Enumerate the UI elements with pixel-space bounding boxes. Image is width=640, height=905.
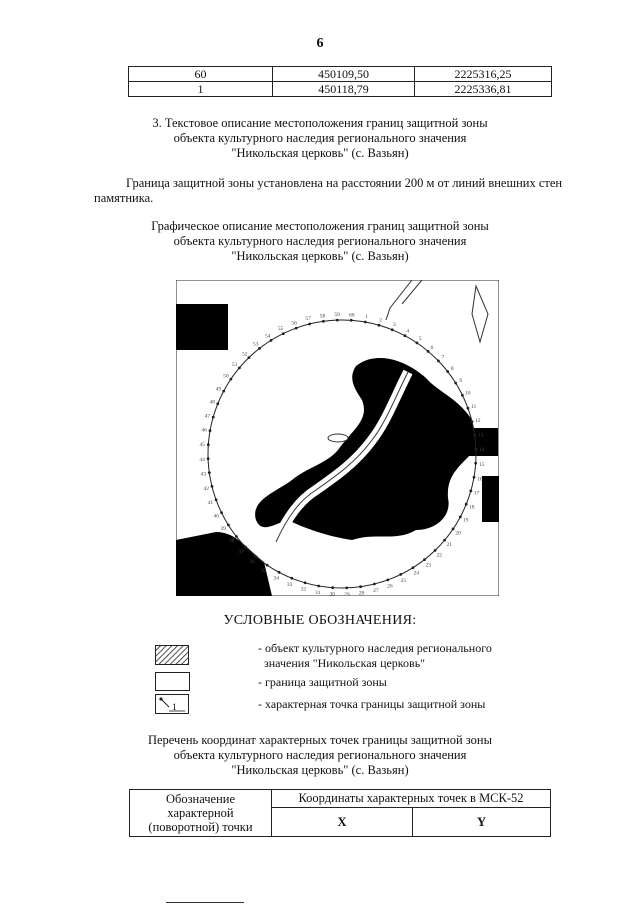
boundary-point-marker xyxy=(446,370,449,373)
boundary-point-label: 30 xyxy=(329,591,335,596)
heading-line: объекта культурного наследия регионального значения xyxy=(173,234,467,248)
footnote-line xyxy=(166,902,244,903)
boundary-point-marker xyxy=(471,420,474,423)
legend-item-point: - характерная точка границы защитной зоны xyxy=(258,697,486,711)
boundary-point-label: 1 xyxy=(364,314,368,321)
boundary-point-label: 36 xyxy=(249,559,255,566)
boundary-point-label: 16 xyxy=(477,476,483,483)
boundary-point-marker xyxy=(454,382,457,385)
boundary-point-label: 59 xyxy=(334,312,340,319)
boundary-point-label: 5 xyxy=(418,335,422,342)
boundary-point-marker xyxy=(248,356,251,359)
coordinates-table-continued xyxy=(128,66,552,97)
boundary-point-label: 11 xyxy=(470,404,477,411)
boundary-point-marker xyxy=(434,549,437,552)
section3-heading xyxy=(0,116,640,161)
boundary-point-marker xyxy=(295,327,298,330)
boundary-point-label: 48 xyxy=(209,399,215,406)
boundary-point-label: 14 xyxy=(479,447,485,454)
boundary-point-symbol-label: 1 xyxy=(172,702,177,712)
boundary-point-label: 54 xyxy=(265,333,271,340)
boundary-point-marker xyxy=(216,402,219,405)
boundary-point-marker xyxy=(278,571,281,574)
boundary-point-label: 50 xyxy=(223,373,229,380)
boundary-point-symbol xyxy=(155,694,189,714)
boundary-point-label: 32 xyxy=(300,586,307,593)
boundary-point-marker xyxy=(317,585,320,588)
boundary-point-label: 41 xyxy=(207,499,214,506)
boundary-point-marker xyxy=(399,573,402,576)
x-header: X xyxy=(272,808,413,837)
boundary-point-marker xyxy=(437,360,440,363)
boundary-point-marker xyxy=(227,524,230,527)
page-number: 6 xyxy=(316,36,324,51)
boundary-point-marker xyxy=(461,394,464,397)
boundary-point-marker xyxy=(211,485,214,488)
boundary-point-marker xyxy=(469,490,472,493)
boundary-point-label: 37 xyxy=(238,549,245,556)
boundary-point-label: 29 xyxy=(344,591,350,596)
coords-header: Координаты характерных точек в МСК-52 xyxy=(272,790,551,808)
boundary-point-marker xyxy=(359,585,362,588)
boundary-point-label: 60 xyxy=(349,312,355,319)
graphic-description-heading xyxy=(0,219,640,264)
boundary-point-label: 18 xyxy=(469,504,475,511)
boundary-point-marker xyxy=(423,558,426,561)
boundary-point-marker xyxy=(222,390,225,393)
boundary-point-label: 28 xyxy=(358,590,365,596)
boundary-point-marker xyxy=(209,429,212,432)
boundary-point-marker xyxy=(386,579,389,582)
boundary-paragraph: Граница защитной зоны установлена на расстоянии 200 м от линий внешних стен xyxy=(126,176,563,190)
boundary-point-label: 55 xyxy=(277,326,284,333)
boundary-point-label: 52 xyxy=(241,351,248,358)
boundary-point-marker xyxy=(474,462,477,465)
table-row xyxy=(129,67,552,82)
coordinates-list-table xyxy=(129,789,551,837)
boundary-point-label: 26 xyxy=(387,583,393,590)
boundary-point-label: 21 xyxy=(446,542,452,548)
boundary-point-label: 33 xyxy=(286,581,293,588)
legend-item-object-line2: значения "Никольская церковь" xyxy=(264,656,426,670)
x-cell: 450118,79 xyxy=(273,82,415,97)
boundary-point-marker xyxy=(391,328,394,331)
boundary-point-label: 4 xyxy=(406,328,410,335)
boundary-point-marker xyxy=(207,457,210,460)
boundary-point-marker xyxy=(255,555,258,558)
x-cell: 450109,50 xyxy=(273,67,415,82)
boundary-point-marker xyxy=(473,434,476,437)
heading-line: Графическое описание местоположения границ защитной зоны xyxy=(151,219,489,233)
boundary-point-marker xyxy=(412,566,415,569)
coordinates-list-heading xyxy=(0,733,640,778)
heading-line: "Никольская церковь" (с. Вазьян) xyxy=(231,249,409,263)
boundary-point-label: 31 xyxy=(314,589,321,596)
protection-zone-map xyxy=(176,280,499,596)
boundary-point-label: 9 xyxy=(459,377,463,384)
boundary-point-label: 6 xyxy=(430,344,434,351)
boundary-point-label: 19 xyxy=(462,517,469,524)
boundary-point-label: 15 xyxy=(478,461,485,468)
boundary-point-label: 40 xyxy=(213,513,219,520)
boundary-point-marker xyxy=(304,581,307,584)
boundary-paragraph-end: памятника. xyxy=(94,191,154,205)
boundary-point-label: 3 xyxy=(393,322,396,329)
boundary-point-marker xyxy=(215,498,218,501)
boundary-point-label: 39 xyxy=(220,526,227,533)
boundary-point-marker xyxy=(208,471,211,474)
heading-line: объекта культурного наследия регионального значения xyxy=(173,748,467,762)
zone-boundary-symbol xyxy=(155,672,190,691)
boundary-point-label: 56 xyxy=(291,320,297,327)
boundary-point-marker xyxy=(331,586,334,589)
heading-line: "Никольская церковь" (с. Вазьян) xyxy=(231,146,409,160)
boundary-point-label: 57 xyxy=(305,316,311,323)
designation-header: Обозначение характерной (поворотной) точки xyxy=(130,790,272,837)
boundary-point-label: 58 xyxy=(319,313,326,320)
boundary-point-marker xyxy=(290,577,293,580)
boundary-point-label: 13 xyxy=(477,432,484,439)
boundary-point-marker xyxy=(235,535,238,538)
boundary-point-label: 35 xyxy=(260,568,267,575)
legend-item-object-line1: - объект культурного наследия регионального xyxy=(258,641,492,655)
table-row xyxy=(129,82,552,97)
boundary-point-marker xyxy=(220,511,223,514)
heading-line: Перечень координат характерных точек границы защитной зоны xyxy=(147,733,493,747)
boundary-point-marker xyxy=(427,350,430,353)
boundary-point-marker xyxy=(465,503,468,506)
y-cell: 2225336,81 xyxy=(415,82,552,97)
boundary-point-label: 51 xyxy=(232,362,238,368)
boundary-point-marker xyxy=(238,367,241,370)
legend-title: УСЛОВНЫЕ ОБОЗНАЧЕНИЯ: xyxy=(223,613,417,628)
boundary-point-label: 2 xyxy=(379,317,382,324)
boundary-point-label: 27 xyxy=(373,587,379,594)
boundary-point-marker xyxy=(345,587,348,590)
boundary-point-marker xyxy=(459,516,462,519)
point-cell: 60 xyxy=(129,67,273,82)
boundary-point-marker xyxy=(350,319,353,322)
boundary-point-marker xyxy=(207,443,210,446)
boundary-point-label: 10 xyxy=(465,390,471,397)
boundary-point-marker xyxy=(416,342,419,345)
boundary-point-marker xyxy=(282,332,285,335)
boundary-point-marker xyxy=(212,416,215,419)
boundary-point-label: 38 xyxy=(228,538,235,545)
boundary-point-label: 43 xyxy=(200,471,207,478)
boundary-point-label: 53 xyxy=(253,341,259,348)
y-cell: 2225316,25 xyxy=(415,67,552,82)
boundary-point-marker xyxy=(322,320,325,323)
legend-item-boundary: - граница защитной зоны xyxy=(258,675,387,689)
boundary-point-label: 7 xyxy=(441,354,445,361)
y-header: Y xyxy=(413,808,551,837)
boundary-point-label: 25 xyxy=(400,577,407,584)
boundary-point-marker xyxy=(244,546,247,549)
boundary-point-label: 44 xyxy=(199,456,205,463)
heading-line: объекта культурного наследия регионального значения xyxy=(173,131,467,145)
boundary-point-marker xyxy=(230,378,233,381)
heritage-object-symbol xyxy=(155,645,189,665)
boundary-point-label: 22 xyxy=(436,552,443,559)
boundary-point-label: 20 xyxy=(455,530,461,537)
boundary-point-marker xyxy=(475,448,478,451)
boundary-point-label: 8 xyxy=(450,365,454,372)
boundary-point-label: 46 xyxy=(201,427,207,434)
boundary-point-marker xyxy=(473,476,476,479)
boundary-point-label: 42 xyxy=(203,485,209,492)
boundary-point-marker xyxy=(266,564,269,567)
boundary-point-label: 45 xyxy=(199,442,206,449)
boundary-point-label: 12 xyxy=(475,418,481,425)
boundary-point-marker xyxy=(364,321,367,324)
boundary-point-marker xyxy=(270,339,273,342)
boundary-point-marker xyxy=(404,334,407,337)
boundary-point-marker xyxy=(308,323,311,326)
heading-line: 3. Текстовое описание местоположения границ защитной зоны xyxy=(152,116,488,130)
boundary-point-label: 49 xyxy=(215,386,222,393)
point-cell: 1 xyxy=(129,82,273,97)
boundary-point-marker xyxy=(336,319,339,322)
boundary-point-label: 23 xyxy=(425,562,431,569)
boundary-point-label: 34 xyxy=(273,575,280,582)
boundary-point-marker xyxy=(467,407,470,410)
boundary-point-marker xyxy=(373,583,376,586)
boundary-point-label: 47 xyxy=(204,413,211,420)
boundary-point-label: 17 xyxy=(473,490,480,497)
boundary-point-label: 24 xyxy=(413,570,419,577)
heading-line: "Никольская церковь" (с. Вазьян) xyxy=(231,763,409,777)
boundary-point-marker xyxy=(452,528,455,531)
church-object xyxy=(328,434,348,442)
boundary-point-marker xyxy=(378,324,381,327)
